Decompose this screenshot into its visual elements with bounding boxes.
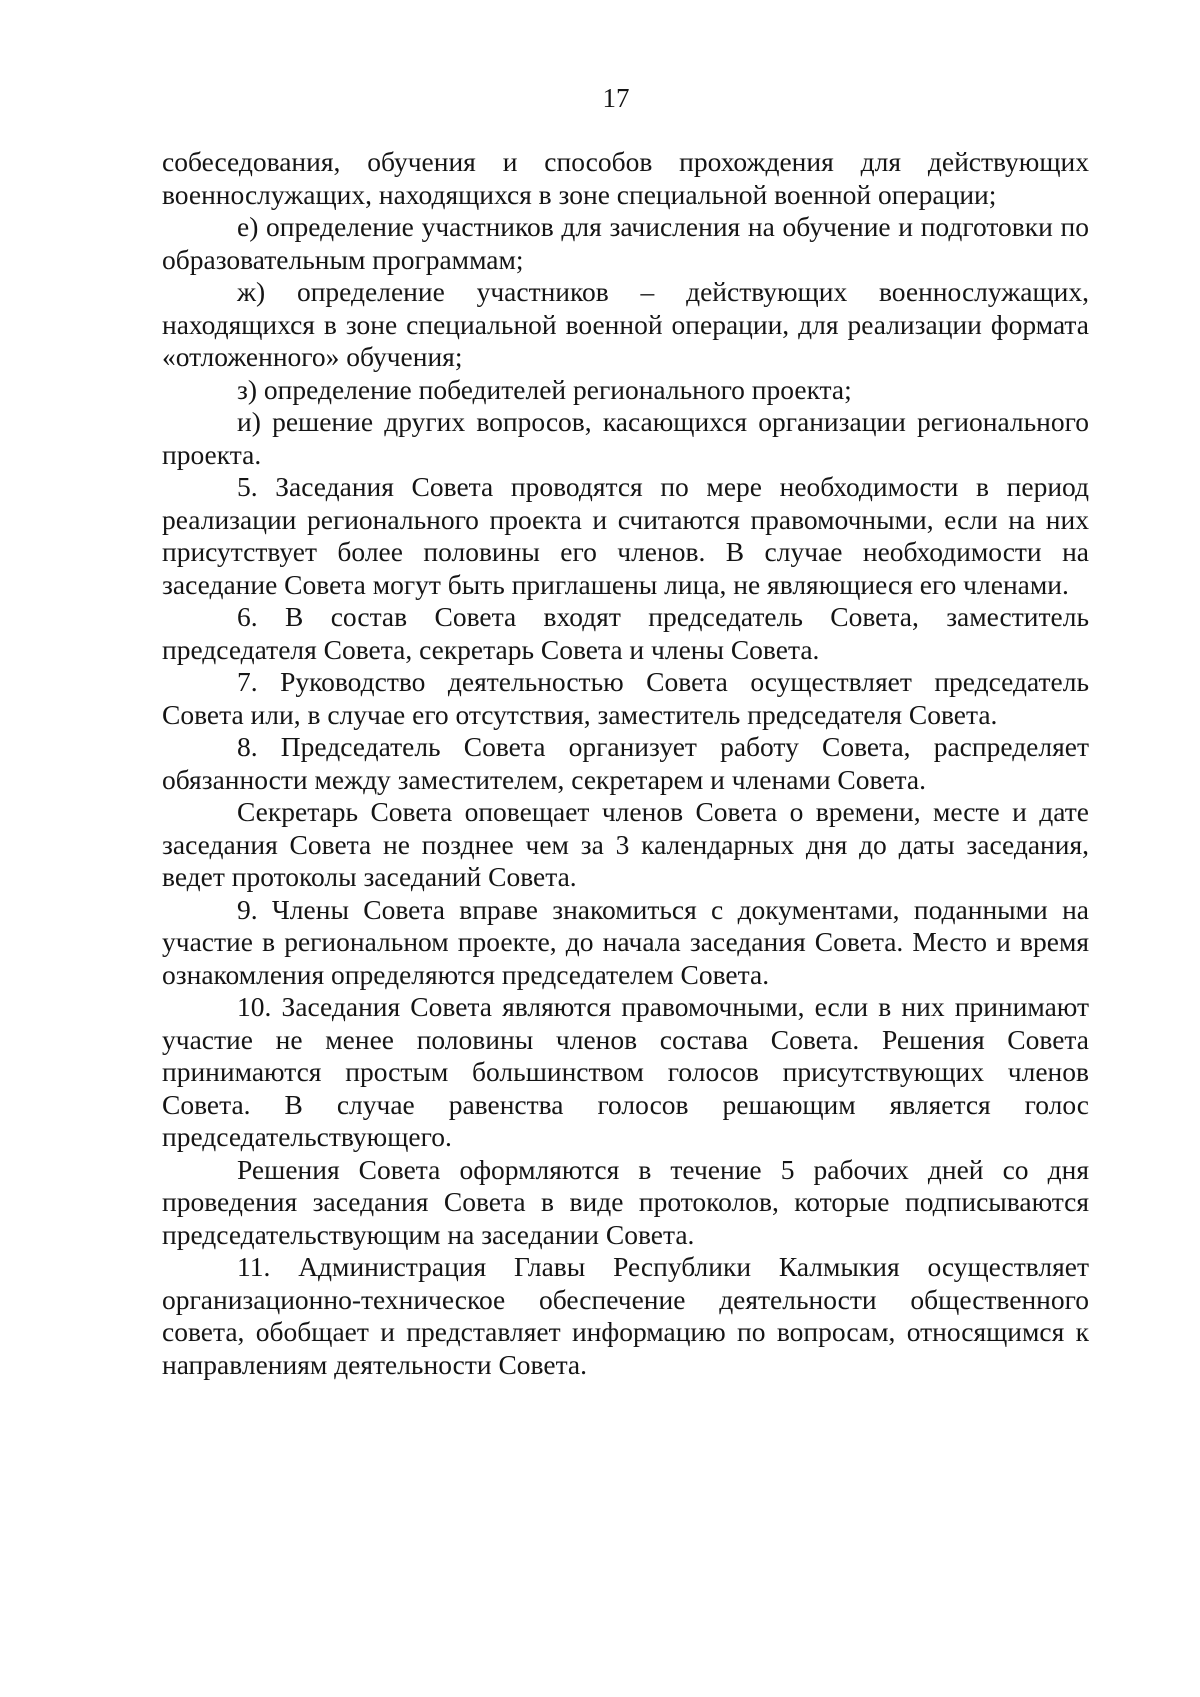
page-number: 17: [602, 83, 630, 113]
paragraph: з) определение победителей регионального проекта;: [237, 373, 852, 405]
paragraph: Решения Совета оформляются в течение 5 рабочих дней со дня проведения заседания Совета в виде протоколов, которые подписываются председательствующим на заседании Совета.: [162, 1153, 1089, 1250]
paragraph: 10. Заседания Совета являются правомочными, если в них принимают участие не менее половины членов состава Совета. Решения Совета принимаются простым большинством голосов присутствующих членов Совета. В случае равенства голосов решающим является голос председательствующего.: [162, 991, 1089, 1152]
paragraph: 9. Члены Совета вправе знакомиться с документами, поданными на участие в региональном проекте, до начала заседания Совета. Место и время ознакомления определяются председателем Совета.: [162, 893, 1089, 990]
paragraph: собеседования, обучения и способов прохождения для действующих военнослужащих, находящихся в зоне специальной военной операции;: [162, 146, 1089, 210]
paragraph: 5. Заседания Совета проводятся по мере необходимости в период реализации регионального проекта и считаются правомочными, если на них присутствует более половины его членов. В случае необходимости на заседание Совета могут быть приглашены лица, не являющиеся его членами.: [162, 471, 1089, 600]
paragraph: 6. В состав Совета входят председатель Совета, заместитель председателя Совета, секретарь Совета и члены Совета.: [162, 601, 1089, 665]
paragraph: и) решение других вопросов, касающихся организации регионального проекта.: [162, 406, 1089, 470]
paragraph: е) определение участников для зачисления на обучение и подготовки по образовательным программам;: [162, 211, 1089, 275]
paragraph: 11. Администрация Главы Республики Калмыкия осуществляет организационно-техническое обеспечение деятельности общественного совета, обобщает и представляет информацию по вопросам, относящимся к направлениям деятельности Совета.: [162, 1251, 1089, 1380]
paragraph: 7. Руководство деятельностью Совета осуществляет председатель Совета или, в случае его отсутствия, заместитель председателя Совета.: [162, 666, 1089, 730]
document-body: [162, 146, 1089, 1381]
paragraph: Секретарь Совета оповещает членов Совета о времени, месте и дате заседания Совета не позднее чем за 3 календарных дня до даты заседания, ведет протоколы заседаний Совета.: [162, 796, 1089, 892]
paragraph: 8. Председатель Совета организует работу Совета, распределяет обязанности между заместителем, секретарем и членами Совета.: [162, 731, 1089, 795]
paragraph: ж) определение участников – действующих военнослужащих, находящихся в зоне специальной военной операции, для реализации формата «отложенного» обучения;: [162, 276, 1089, 372]
